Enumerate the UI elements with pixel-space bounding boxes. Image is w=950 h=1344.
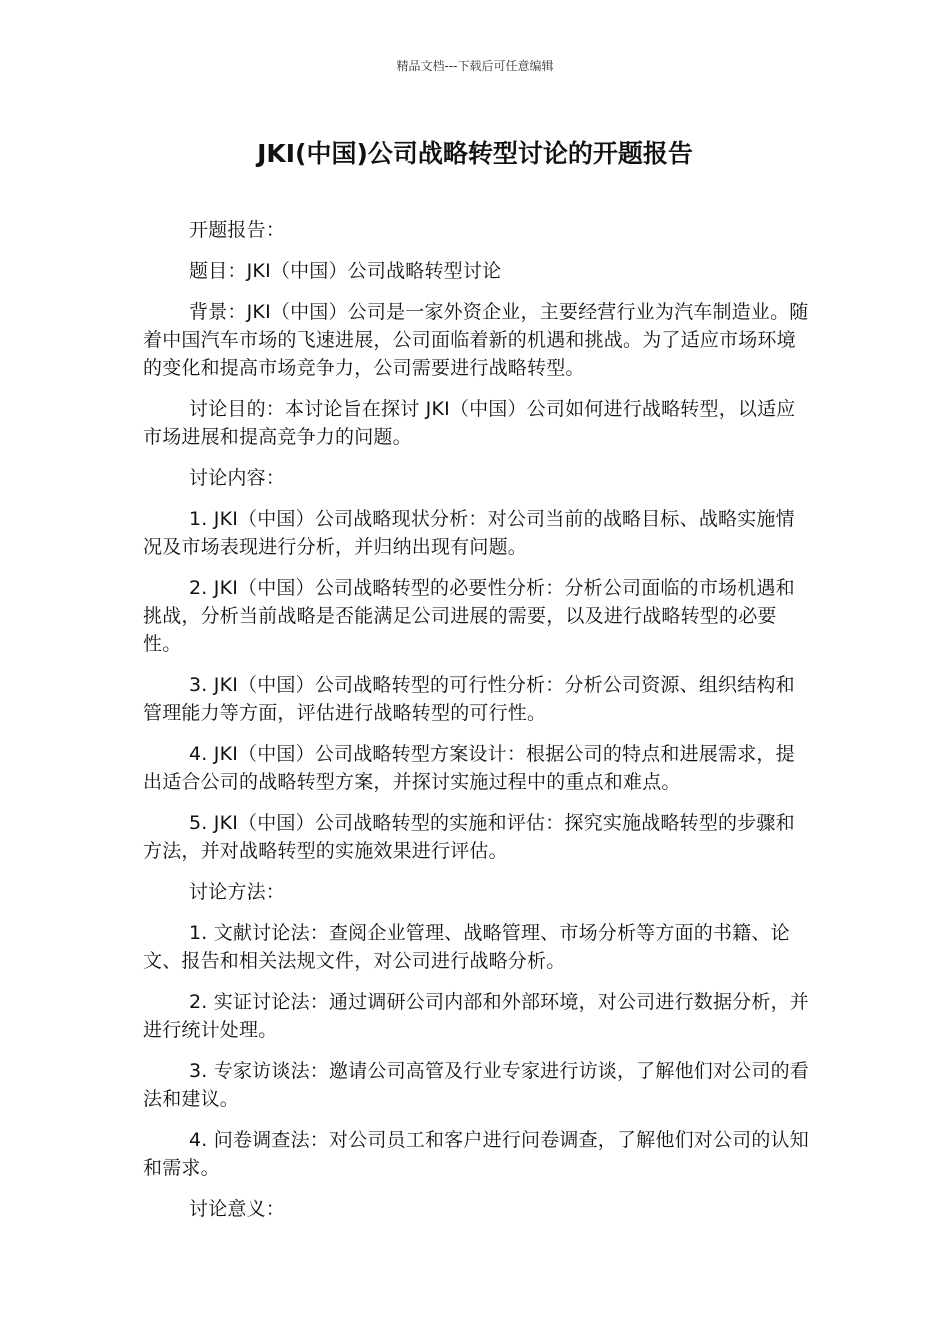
paragraph-method-4: 4. 问卷调查法：对公司员工和客户进行问卷调查，了解他们对公司的认知和需求。 [143, 1129, 809, 1179]
paragraph-content-item-3: 3. JKI（中国）公司战略转型的可行性分析：分析公司资源、组织结构和管理能力等方面，评估进行战略转型的可行性。 [143, 674, 795, 724]
paragraph-methods-heading: 讨论方法： [189, 881, 286, 903]
paragraph-method-2: 2. 实证讨论法：通过调研公司内部和外部环境，对公司进行数据分析，并进行统计处理。 [143, 991, 809, 1041]
paragraph-content-item-1: 1. JKI（中国）公司战略现状分析：对公司当前的战略目标、战略实施情况及市场表现进行分析，并归纳出现有问题。 [143, 508, 795, 558]
paragraph-content-item-2: 2. JKI（中国）公司战略转型的必要性分析：分析公司面临的市场机遇和挑战，分析当前战略是否能满足公司进展的需要，以及进行战略转型的必要性。 [143, 577, 795, 655]
paragraph-background: 背景：JKI（中国）公司是一家外资企业，主要经营行业为汽车制造业。随着中国汽车市场的飞速进展，公司面临着新的机遇和挑战。为了适应市场环境的变化和提高市场竞争力，公司需要进行战略转型。 [143, 301, 809, 379]
paragraph-significance-heading: 讨论意义： [189, 1198, 286, 1220]
document-title: JKI(中国)公司战略转型讨论的开题报告 [257, 139, 693, 168]
paragraph-purpose: 讨论目的：本讨论旨在探讨 JKI（中国）公司如何进行战略转型，以适应市场进展和提高竞争力的问题。 [143, 398, 796, 448]
paragraph-content-item-5: 5. JKI（中国）公司战略转型的实施和评估：探究实施战略转型的步骤和方法，并对战略转型的实施效果进行评估。 [143, 812, 795, 862]
paragraph-topic: 题目：JKI（中国）公司战略转型讨论 [189, 260, 502, 282]
header-note: 精品文档---下载后可任意编辑 [396, 59, 554, 73]
paragraph-method-3: 3. 专家访谈法：邀请公司高管及行业专家进行访谈，了解他们对公司的看法和建议。 [143, 1060, 809, 1110]
paragraph-content-heading: 讨论内容： [189, 467, 286, 489]
paragraph-method-1: 1. 文献讨论法：查阅企业管理、战略管理、市场分析等方面的书籍、论文、报告和相关法规文件，对公司进行战略分析。 [143, 922, 790, 972]
document-body [143, 216, 811, 1236]
paragraph-content-item-4: 4. JKI（中国）公司战略转型方案设计：根据公司的特点和进展需求，提出适合公司的战略转型方案，并探讨实施过程中的重点和难点。 [143, 743, 795, 793]
paragraph-report-label: 开题报告： [189, 219, 286, 241]
